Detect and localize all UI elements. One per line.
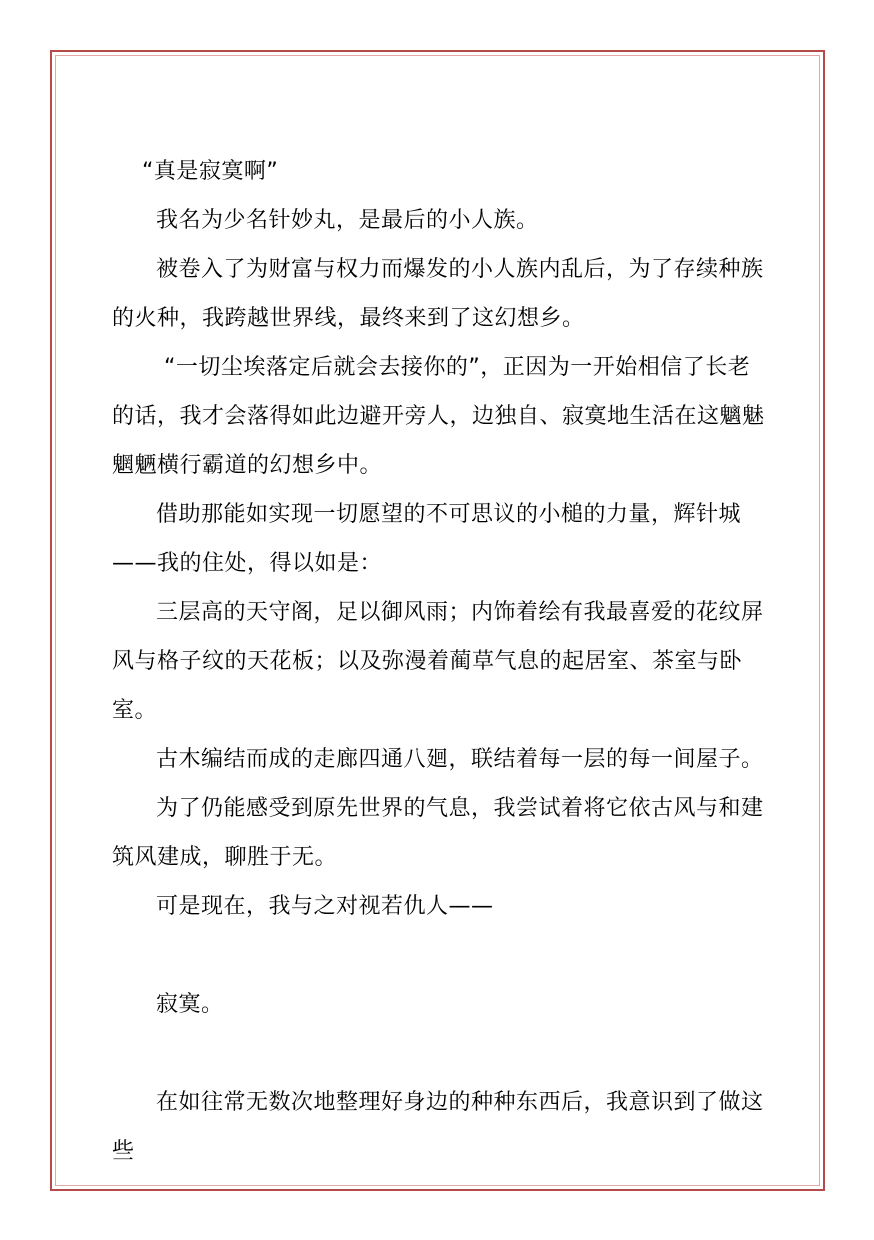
paragraph-2: 我名为少名针妙丸，是最后的小人族。 xyxy=(156,208,539,233)
paragraph-9: 可是现在，我与之对视若仇人—— xyxy=(156,894,494,919)
document-body xyxy=(112,147,768,1176)
paragraph-10: 寂寞。 xyxy=(156,992,224,1017)
paragraph-8: 为了仍能感受到原先世界的气息，我尝试着将它依古风与和建筑风建成，聊胜于无。 xyxy=(112,796,764,870)
paragraph-1: “真是寂寞啊” xyxy=(142,159,279,184)
paragraph-5: 借助那能如实现一切愿望的不可思议的小槌的力量，辉针城——我的住处，得以如是： xyxy=(112,502,742,576)
paragraph-4: “一切尘埃落定后就会去接你的”，正因为一开始相信了长老的话，我才会落得如此边避开旁人，边独自、寂寞地生活在这魑魅魍魉横行霸道的幻想乡中。 xyxy=(112,355,765,478)
paragraph-3: 被卷入了为财富与权力而爆发的小人族内乱后，为了存续种族的火种，我跨越世界线，最终来到了这幻想乡。 xyxy=(112,257,764,331)
paragraph-6: 三层高的天守阁，足以御风雨；内饰着绘有我最喜爱的花纹屏风与格子纹的天花板；以及弥漫着蔺草气息的起居室、茶室与卧室。 xyxy=(112,600,764,723)
blank-line xyxy=(112,931,768,980)
paragraph-11: 在如往常无数次地整理好身边的种种东西后，我意识到了做这些 xyxy=(112,1090,764,1164)
blank-line xyxy=(112,1029,768,1078)
paragraph-7: 古木编结而成的走廊四通八廻，联结着每一层的每一间屋子。 xyxy=(156,747,764,772)
